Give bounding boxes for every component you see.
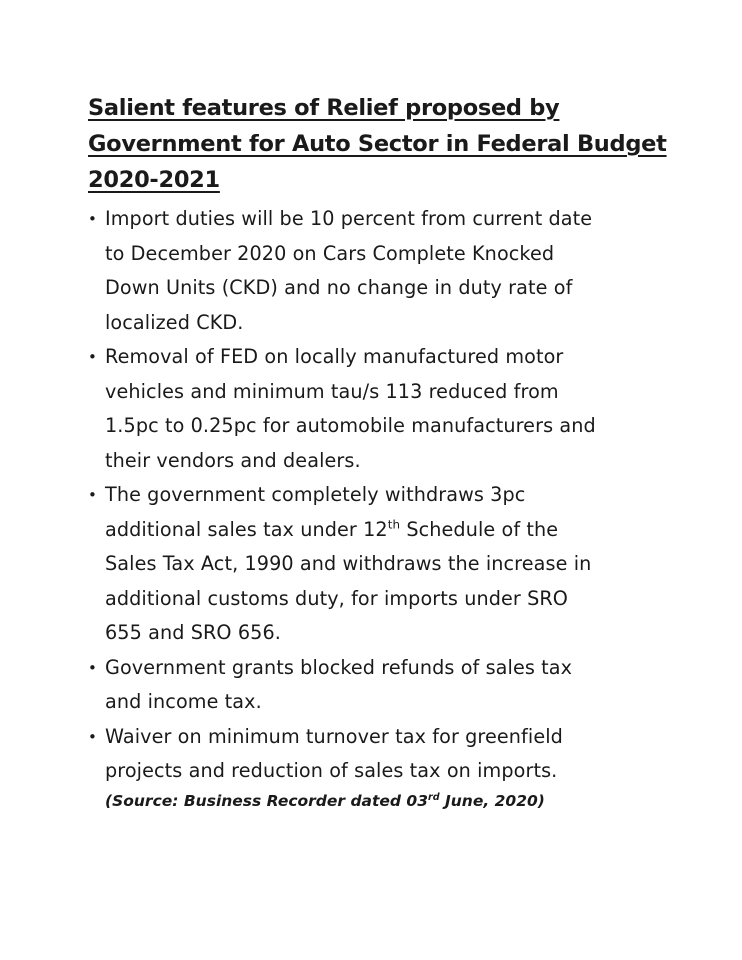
document-title <box>88 90 668 198</box>
source-text: (Source: Business Recorder dated 03 <box>105 791 428 810</box>
feature-line: additional customs duty, for imports under SRO <box>105 586 569 610</box>
source-text: June, 2020) <box>439 791 545 810</box>
feature-line: 655 and SRO 656. <box>105 621 281 644</box>
title-line-1: Salient features of Relief proposed by <box>88 95 560 121</box>
bullet-icon: • <box>88 727 97 746</box>
bullet-icon: • <box>88 486 97 504</box>
bullet-icon: • <box>88 348 97 366</box>
feature-line: to December 2020 on Cars Complete Knocked <box>105 241 555 265</box>
feature-line: Import duties will be 10 percent from current date <box>105 207 593 230</box>
feature-removal-of-fed <box>88 340 668 478</box>
source-citation <box>105 789 668 813</box>
feature-line <box>105 513 668 548</box>
feature-line: Waiver on minimum turnover tax for greenfield <box>105 724 563 748</box>
feature-sales-tax-withdrawal <box>88 478 668 651</box>
feature-line: Down Units (CKD) and no change in duty rate of <box>105 276 573 299</box>
ordinal-suffix: rd <box>428 791 440 803</box>
feature-line: The government completely withdraws 3pc <box>105 483 526 506</box>
bullet-icon: • <box>88 658 97 677</box>
ordinal-suffix: th <box>387 517 401 532</box>
feature-line-text: additional sales tax under 12 <box>105 517 388 541</box>
feature-line: Removal of FED on locally manufactured motor <box>105 345 564 368</box>
feature-turnover-tax-waiver <box>88 720 668 789</box>
feature-line: Sales Tax Act, 1990 and withdraws the increase in <box>105 552 592 575</box>
feature-line: vehicles and minimum tau/s 113 reduced from <box>105 379 559 403</box>
feature-line: Government grants blocked refunds of sales tax <box>105 655 573 679</box>
document <box>88 90 668 813</box>
feature-line-text: Schedule of the <box>400 517 559 541</box>
title-line-2: Government for Auto Sector in Federal Budget <box>88 131 667 157</box>
title-line-3: 2020-2021 <box>88 167 220 193</box>
bullet-icon: • <box>88 210 97 228</box>
feature-line: projects and reduction of sales tax on imports. <box>105 759 558 782</box>
feature-line: 1.5pc to 0.25pc for automobile manufacturers and <box>105 414 596 437</box>
feature-blocked-refunds <box>88 651 668 720</box>
feature-line: their vendors and dealers. <box>105 448 361 472</box>
feature-line: localized CKD. <box>105 310 244 334</box>
feature-line: and income tax. <box>105 690 262 713</box>
feature-import-duties <box>88 202 668 340</box>
features-list <box>88 202 668 789</box>
